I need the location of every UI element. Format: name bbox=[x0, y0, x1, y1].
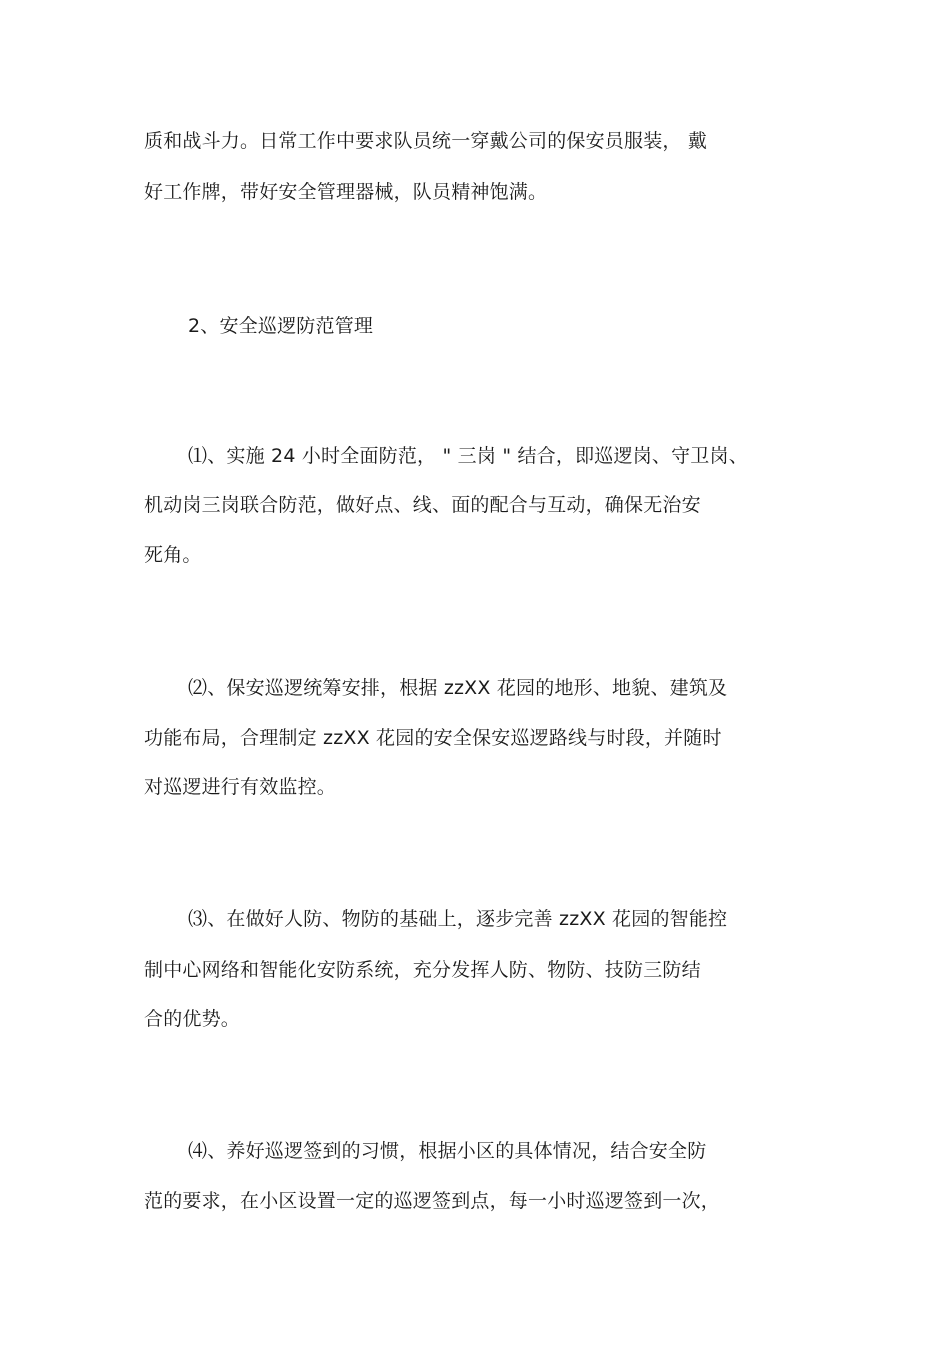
item-2-line-1: ⑵、保安巡逻统筹安排，根据 zzXX 花园的地形、地貌、建筑及 bbox=[188, 677, 728, 699]
paragraph-1-line-2: 好工作牌，带好安全管理器械，队员精神饱满。 bbox=[144, 181, 548, 203]
item-3-line-1: ⑶、在做好人防、物防的基础上，逐步完善 zzXX 花园的智能控 bbox=[188, 908, 728, 930]
item-3-line-2: 制中心网络和智能化安防系统，充分发挥人防、物防、技防三防结 bbox=[144, 959, 701, 981]
item-3-line-3: 合的优势。 bbox=[144, 1008, 241, 1030]
paragraph-1-line-1: 质和战斗力。日常工作中要求队员统一穿戴公司的保安员服装， 戴 bbox=[144, 130, 708, 152]
item-2-line-2: 功能布局，合理制定 zzXX 花园的安全保安巡逻路线与时段，并随时 bbox=[144, 727, 722, 749]
item-1-line-1: ⑴、实施 24 小时全面防范， " 三岗 " 结合，即巡逻岗、守卫岗、 bbox=[188, 445, 748, 467]
section-heading: 2、安全巡逻防范管理 bbox=[188, 315, 374, 337]
item-4-line-2: 范的要求，在小区设置一定的巡逻签到点，每一小时巡逻签到一次， bbox=[144, 1190, 721, 1212]
item-4-line-1: ⑷、养好巡逻签到的习惯，根据小区的具体情况，结合安全防 bbox=[188, 1140, 707, 1162]
item-2-line-3: 对巡逻进行有效监控。 bbox=[144, 776, 337, 798]
item-1-line-3: 死角。 bbox=[144, 544, 202, 566]
item-1-line-2: 机动岗三岗联合防范，做好点、线、面的配合与互动，确保无治安 bbox=[144, 494, 701, 516]
